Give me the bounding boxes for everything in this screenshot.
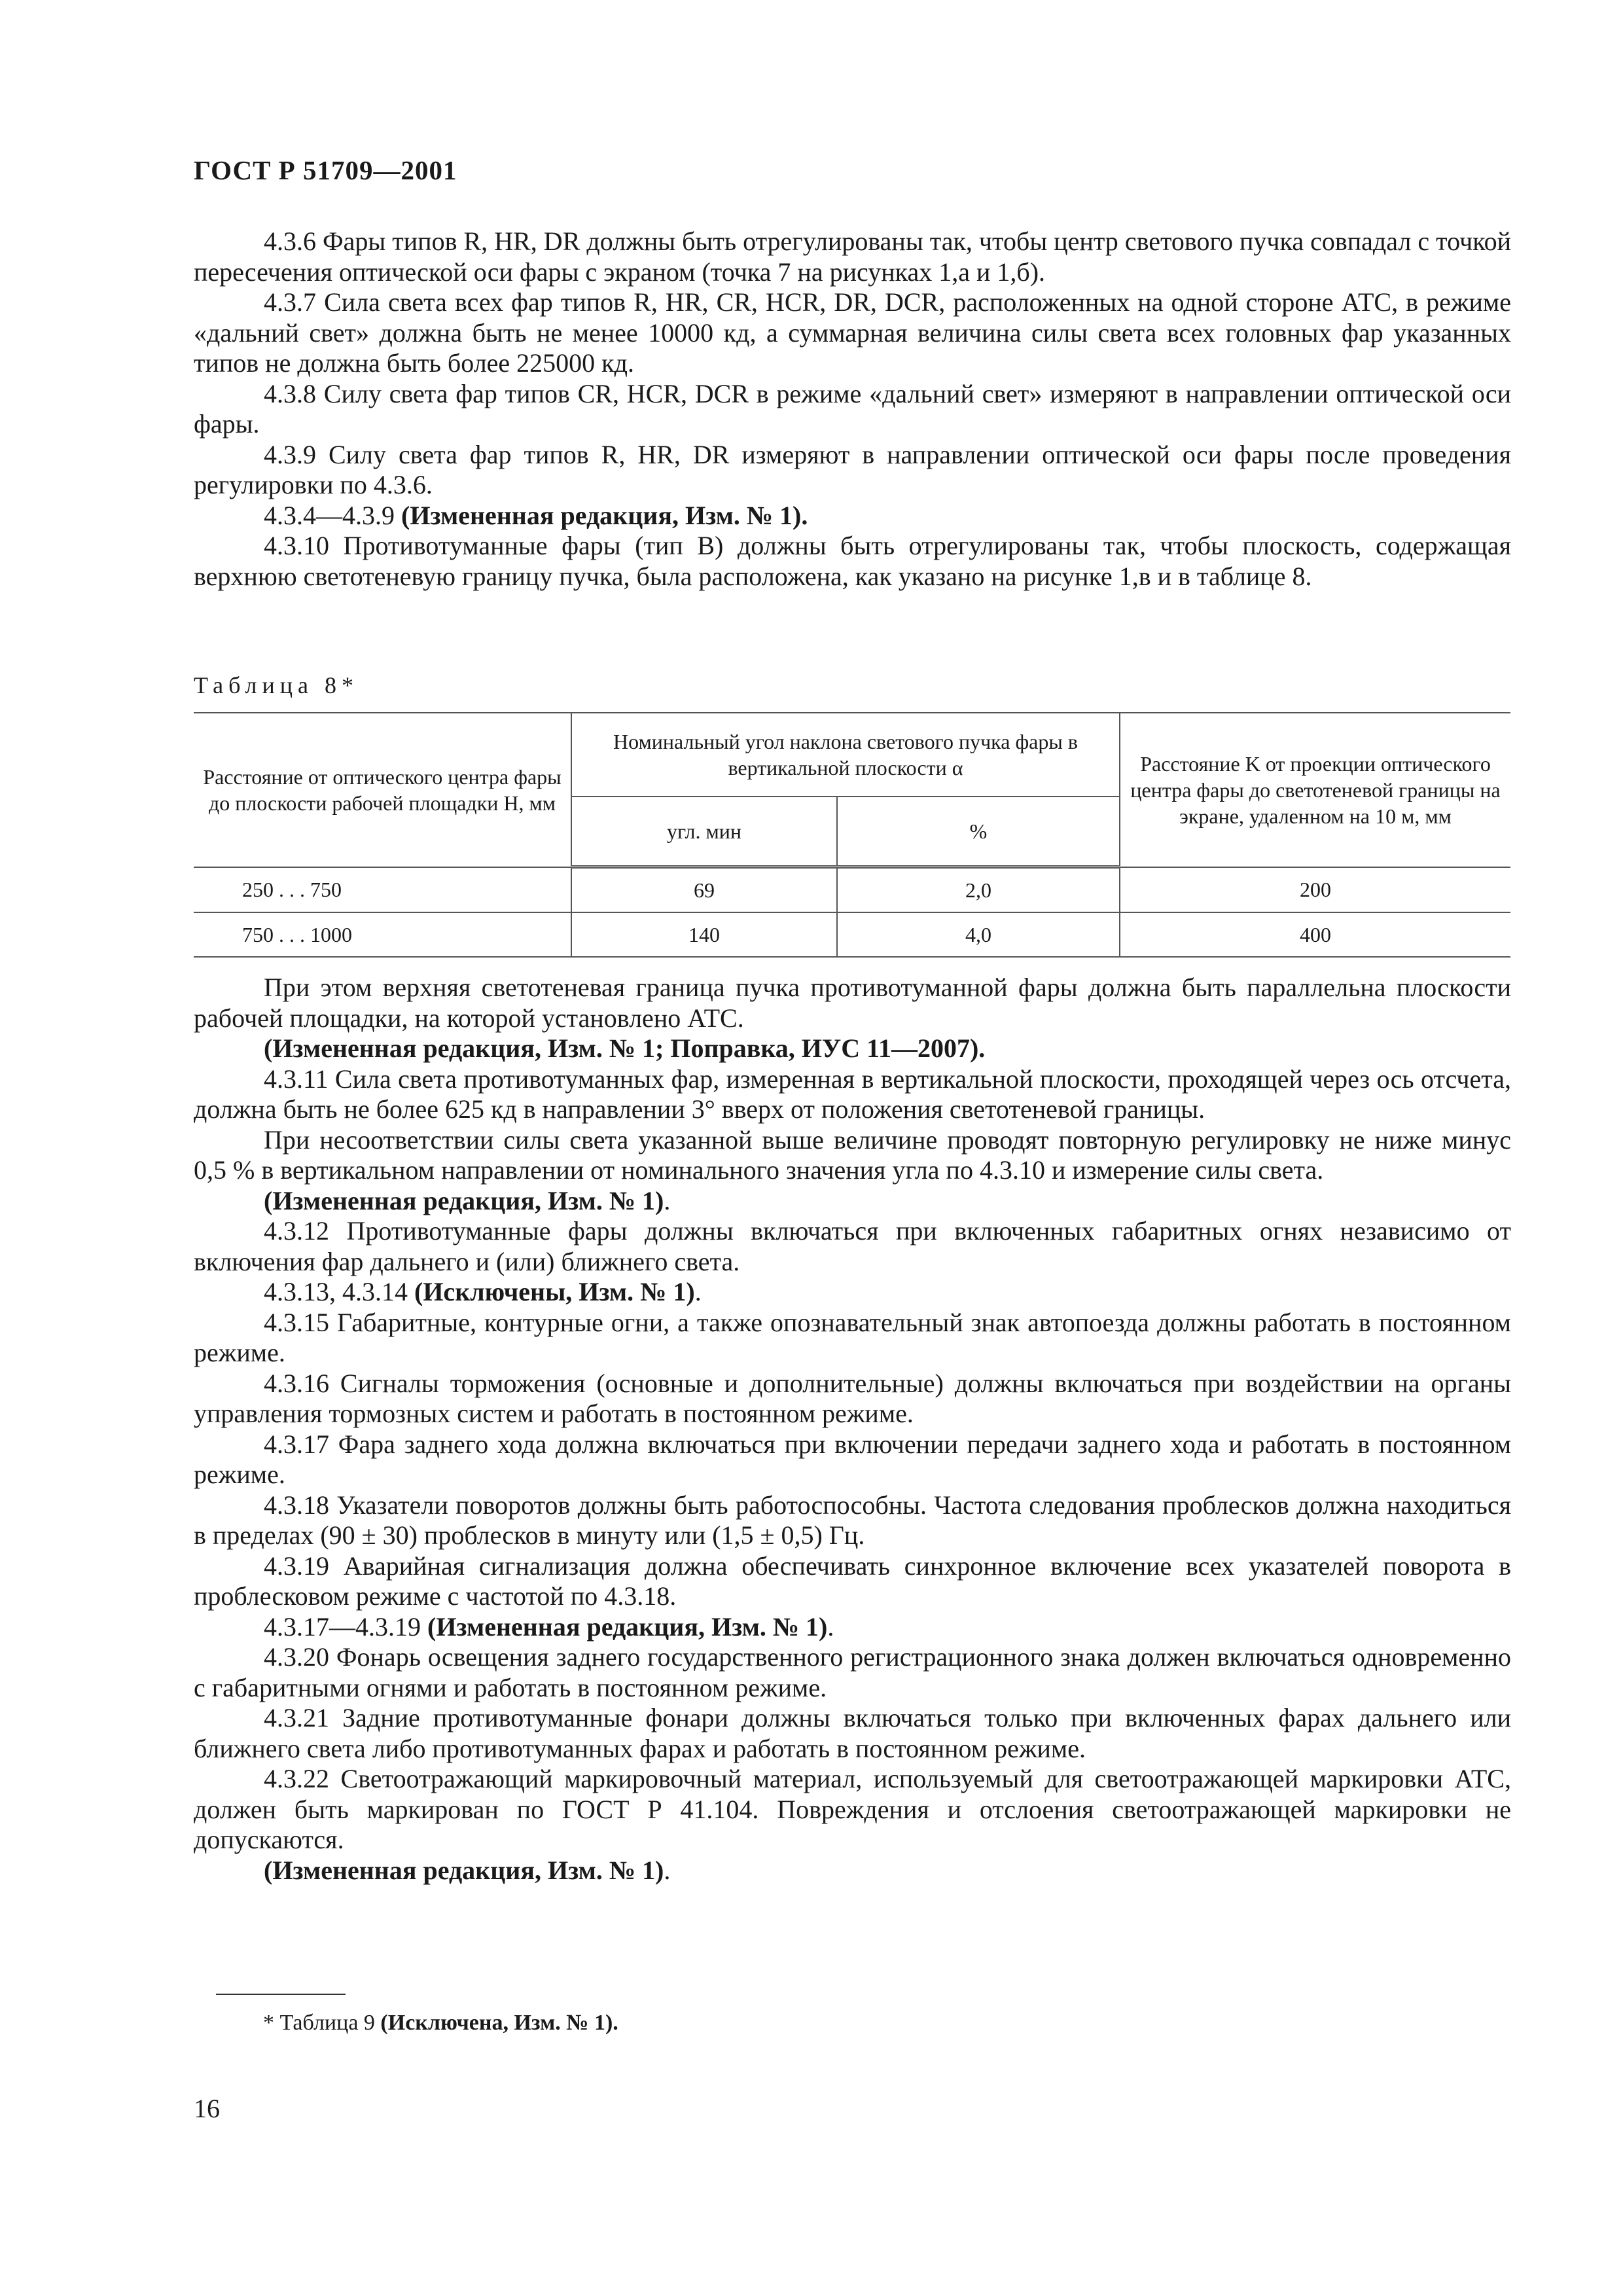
paragraph-4-3-22: 4.3.22 Светоотражающий маркировочный материал, используемый для светоотражающей маркировки АТС, должен быть маркирован по ГОСТ Р 41.104. Повреждения и отслоения светоотражающей маркировки не допускаются. [194, 1764, 1511, 1854]
cell-range: 750 . . . 1000 [194, 912, 571, 957]
paragraph-4-3-7: 4.3.7 Сила света всех фар типов R, HR, CR, HCR, DR, DCR, расположенных на одной стороне АТС, в режиме «дальний свет» должна быть не менее 10000 кд, а суммарная величина силы света всех головных фар указанных типов не должна быть более 225000 кд. [194, 287, 1511, 378]
paragraph-parallel: При этом верхняя светотеневая граница пучка противотуманной фары должна быть параллельна плоскости рабочей площадки, на которой установлено АТС. [194, 973, 1511, 1033]
table-row [194, 867, 1510, 913]
col-header-distance-h: Расстояние от оптического центра фары до плоскости рабочей площадки H, мм [194, 713, 571, 867]
table-caption: Таблица 8* [194, 672, 359, 698]
cell-angle-min: 69 [571, 867, 837, 913]
amendment-final: (Измененная редакция, Изм. № 1). [264, 1855, 671, 1885]
text-block-top [194, 226, 1511, 592]
table-row [194, 912, 1510, 957]
paragraph-4-3-11: 4.3.11 Сила света противотуманных фар, измеренная в вертикальной плоскости, проходящей через ось отсчета, должна быть не более 625 кд в направлении 3° вверх от положения светотеневой границы. [194, 1064, 1511, 1124]
cell-angle-min: 140 [571, 912, 837, 957]
paragraph-4-3-20: 4.3.20 Фонарь освещения заднего государственного регистрационного знака должен включаться одновременно с габаритными огнями и работать в постоянном режиме. [194, 1642, 1511, 1702]
paragraph-4-3-18: 4.3.18 Указатели поворотов должны быть работоспособны. Частота следования проблесков должна находиться в пределах (90 ± 30) проблесков в минуту или (1,5 ± 0,5) Гц. [194, 1490, 1511, 1550]
subheader-angle-minutes: угл. мин [571, 797, 837, 867]
amendment-4-3-19: 4.3.17—4.3.19 (Измененная редакция, Изм. № 1). [264, 1611, 834, 1641]
footnote: * Таблица 9 (Исключена, Изм. № 1). [263, 2011, 618, 2035]
paragraph-4-3-16: 4.3.16 Сигналы торможения (основные и дополнительные) должны включаться при воздействии на органы управления тормозных систем и работать в постоянном режиме. [194, 1368, 1511, 1428]
paragraph-4-3-6: 4.3.6 Фары типов R, HR, DR должны быть отрегулированы так, чтобы центр светового пучка совпадал с точкой пересечения оптической оси фары с экраном (точка 7 на рисунках 1,а и 1,б). [194, 226, 1511, 287]
amendment-4-3-9 [194, 501, 1511, 531]
footnote-divider [216, 1994, 346, 1995]
paragraph-4-3-9: 4.3.9 Силу света фар типов R, HR, DR измеряют в направлении оптической оси фары после проведения регулировки по 4.3.6. [194, 439, 1511, 499]
paragraph-4-3-17: 4.3.17 Фара заднего хода должна включаться при включении передачи заднего хода и работать в постоянном режиме. [194, 1429, 1511, 1489]
cell-percent: 2,0 [837, 867, 1120, 913]
amendment-ius: (Измененная редакция, Изм. № 1; Поправка, ИУС 11—2007). [264, 1033, 986, 1063]
cell-distance: 400 [1120, 912, 1510, 957]
amendment-note: (Измененная редакция, Изм. № 1). [401, 500, 808, 530]
amendment-4-3-11: (Измененная редакция, Изм. № 1). [264, 1185, 671, 1215]
paragraph-4-3-19: 4.3.19 Аварийная сигнализация должна обеспечивать синхронное включение всех указателей поворота в проблесковом режиме с частотой по 4.3.18. [194, 1551, 1511, 1611]
text-block-bottom [194, 973, 1511, 1886]
cell-range: 250 . . . 750 [194, 867, 571, 913]
page-number: 16 [194, 2094, 220, 2123]
paragraph-4-3-8: 4.3.8 Силу света фар типов CR, HCR, DCR в режиме «дальний свет» измеряют в направлении оптической оси фары. [194, 378, 1511, 439]
amendment-ref: 4.3.4—4.3.9 [264, 500, 401, 530]
cell-distance: 200 [1120, 867, 1510, 913]
table-8 [194, 712, 1510, 958]
paragraph-4-3-21: 4.3.21 Задние противотуманные фонари должны включаться только при включенных фарах дальнего или ближнего света либо противотуманных фарах и работать в постоянном режиме. [194, 1703, 1511, 1763]
paragraph-4-3-15: 4.3.15 Габаритные, контурные огни, а также опознавательный знак автопоезда должны работать в постоянном режиме. [194, 1307, 1511, 1367]
paragraph-mismatch: При несоответствии силы света указанной выше величине проводят повторную регулировку не ниже минус 0,5 % в вертикальном направлении от номинального значения угла по 4.3.10 и измерение силы света. [194, 1124, 1511, 1185]
paragraph-4-3-10: 4.3.10 Противотуманные фары (тип В) должны быть отрегулированы так, чтобы плоскость, содержащая верхнюю светотеневую границу пучка, была расположена, как указано на рисунке 1,в и в таблице 8. [194, 531, 1511, 591]
exclusion-4-3-13: 4.3.13, 4.3.14 (Исключены, Изм. № 1). [264, 1277, 702, 1306]
subheader-percent: % [837, 797, 1120, 867]
col-header-angle: Номинальный угол наклона светового пучка фары в вертикальной плоскости α [571, 713, 1120, 797]
document-header: ГОСТ Р 51709—2001 [194, 155, 457, 185]
paragraph-4-3-12: 4.3.12 Противотуманные фары должны включаться при включенных габаритных огнях независимо от включения фар дальнего и (или) ближнего света. [194, 1216, 1511, 1276]
cell-percent: 4,0 [837, 912, 1120, 957]
col-header-distance-k: Расстояние K от проекции оптического центра фары до светотеневой границы на экране, удаленном на 10 м, мм [1120, 713, 1510, 867]
